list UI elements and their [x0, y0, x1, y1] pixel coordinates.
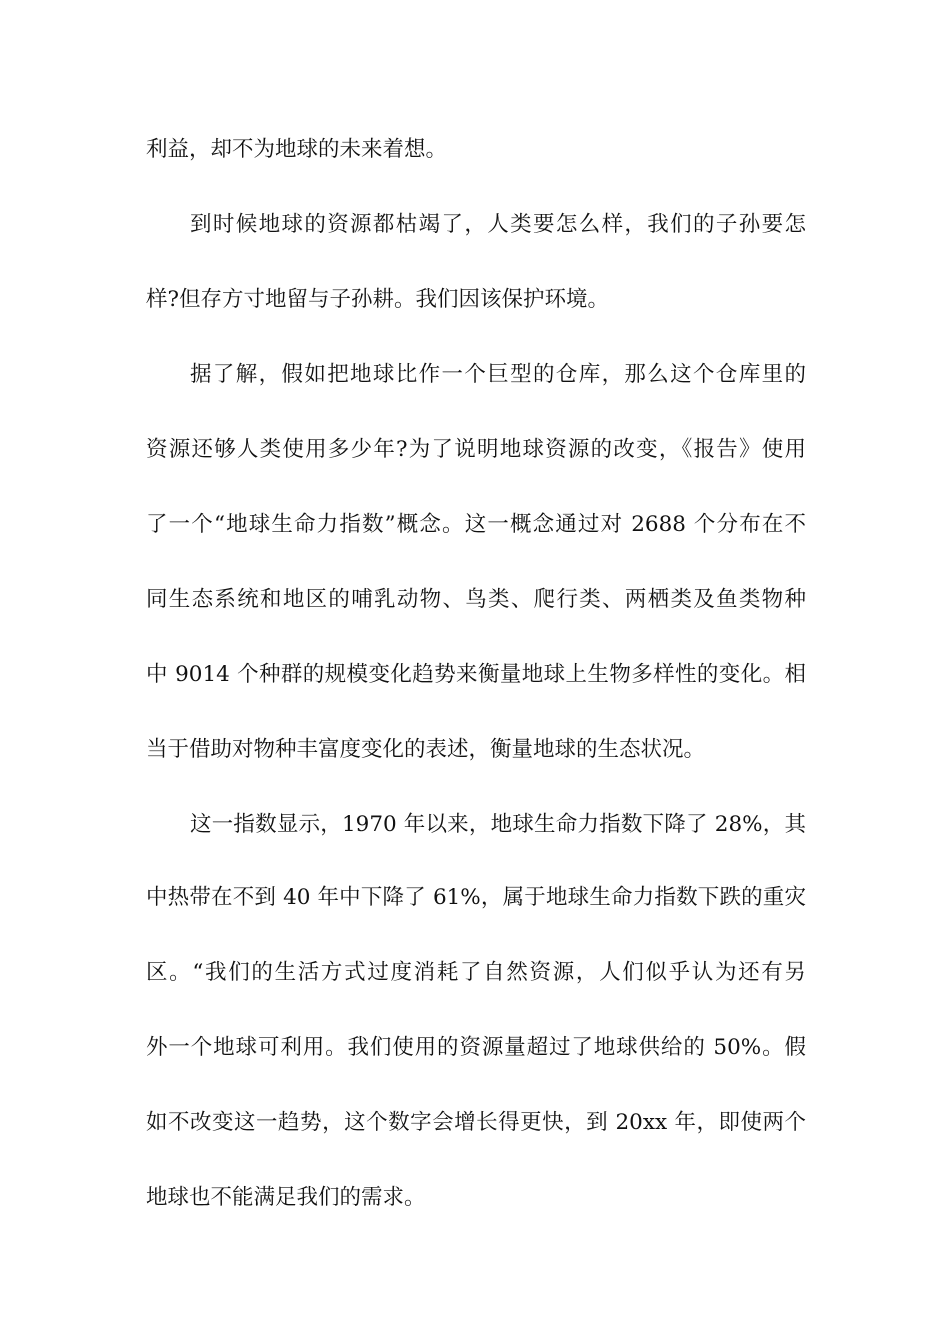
- text-line: 区。“我们的生活方式过度消耗了自然资源，人们似乎认为还有另: [146, 960, 806, 985]
- text-line: 样?但存方寸地留与子孙耕。我们因该保护环境。: [146, 287, 610, 312]
- text-line: 到时候地球的资源都枯竭了，人类要怎么样，我们的子孙要怎: [190, 212, 806, 237]
- text-line: 外一个地球可利用。我们使用的资源量超过了地球供给的 50%。假: [146, 1035, 806, 1060]
- text-line: 中 9014 个种群的规模变化趋势来衡量地球上生物多样性的变化。相: [146, 662, 806, 687]
- text-line: 资源还够人类使用多少年?为了说明地球资源的改变，《报告》使用: [146, 437, 806, 462]
- text-line: 同生态系统和地区的哺乳动物、鸟类、爬行类、两栖类及鱼类物种: [146, 587, 806, 612]
- text-line: 利益，却不为地球的未来着想。: [146, 137, 448, 162]
- text-line: 地球也不能满足我们的需求。: [146, 1185, 426, 1210]
- text-line: 中热带在不到 40 年中下降了 61%，属于地球生命力指数下跌的重灾: [146, 885, 806, 910]
- text-line: 如不改变这一趋势，这个数字会增长得更快，到 20xx 年，即使两个: [146, 1110, 806, 1135]
- text-line: 当于借助对物种丰富度变化的表述，衡量地球的生态状况。: [146, 737, 706, 762]
- text-line: 据了解，假如把地球比作一个巨型的仓库，那么这个仓库里的: [190, 362, 806, 387]
- text-line: 了一个“地球生命力指数”概念。这一概念通过对 2688 个分布在不: [146, 512, 806, 537]
- text-line: 这一指数显示，1970 年以来，地球生命力指数下降了 28%，其: [190, 812, 806, 837]
